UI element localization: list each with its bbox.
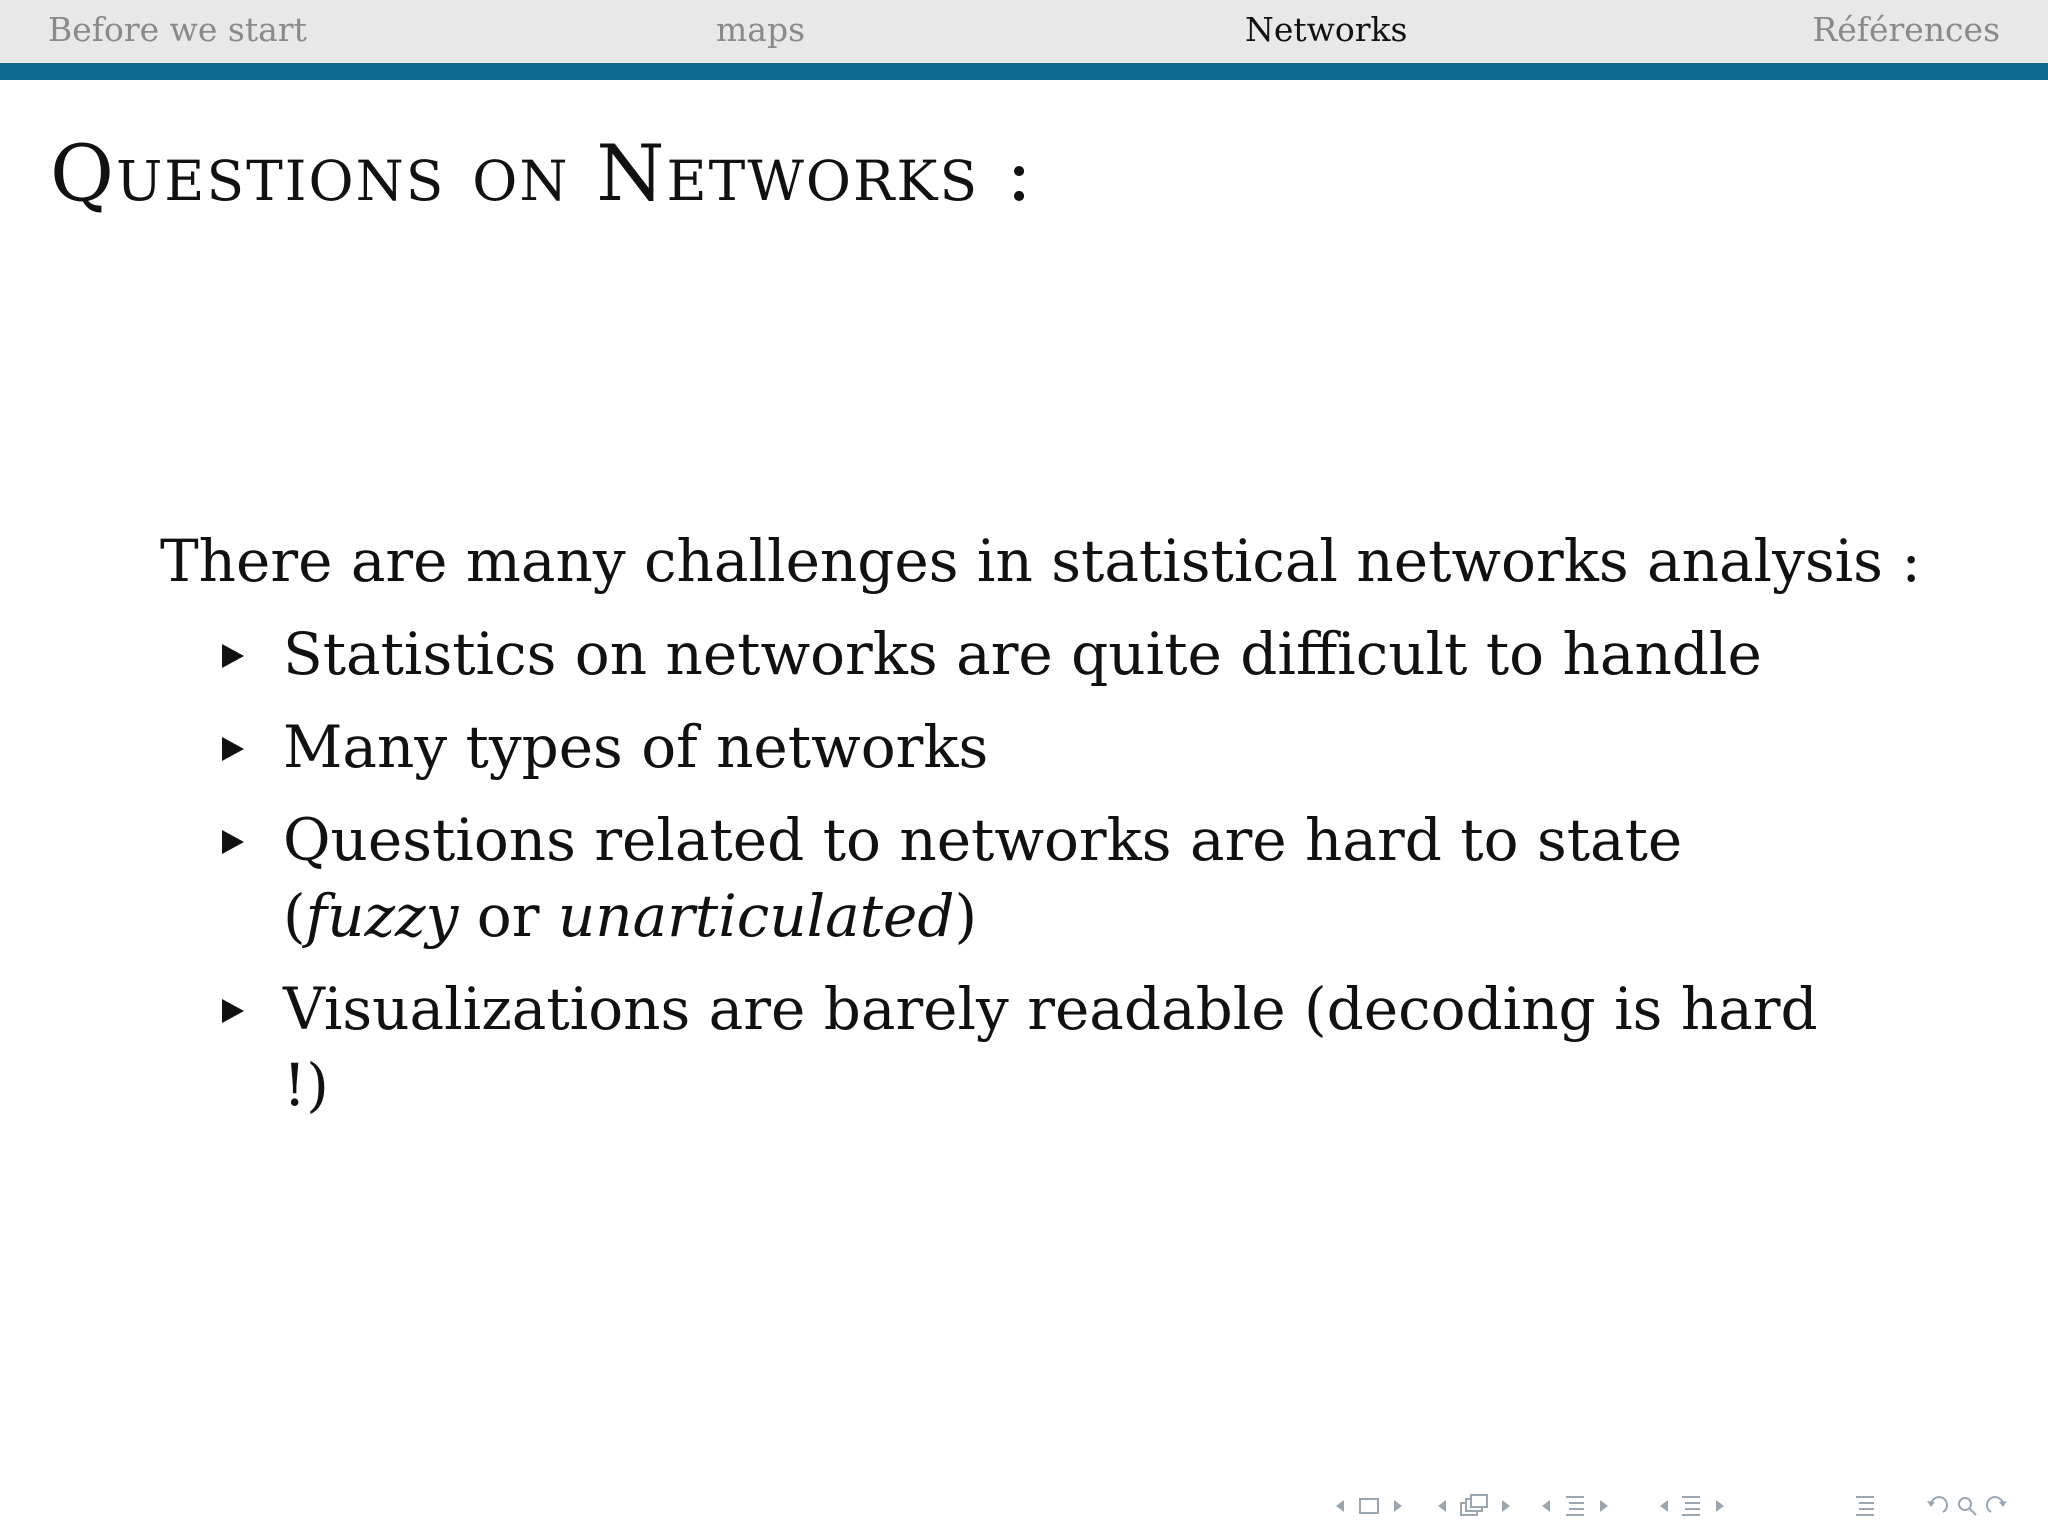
bullet-text-part: Questions related to networks are hard to state ( bbox=[283, 806, 1683, 950]
arrow-left-icon[interactable] bbox=[1536, 1488, 1556, 1524]
bullet-text: Statistics on networks are quite difficult to handle bbox=[283, 620, 1762, 688]
list-item bbox=[218, 802, 1858, 954]
outline-icon[interactable] bbox=[1850, 1488, 1880, 1524]
list-item bbox=[218, 971, 1858, 1123]
subsection-frames-icon[interactable] bbox=[1456, 1488, 1492, 1524]
bullet-text: Visualizations are barely readable (decoding is hard !) bbox=[283, 975, 1818, 1119]
arrow-right-icon[interactable] bbox=[1710, 1488, 1730, 1524]
nav-section-maps[interactable]: maps bbox=[716, 10, 806, 49]
emphasis-fuzzy: fuzzy bbox=[305, 882, 459, 950]
arrow-right-icon[interactable] bbox=[1388, 1488, 1408, 1524]
section-navigation-bar bbox=[0, 0, 2048, 63]
emphasis-unarticulated: unarticulated bbox=[557, 882, 955, 950]
arrow-left-icon[interactable] bbox=[1432, 1488, 1452, 1524]
intro-text: There are many challenges in statistical networks analysis : bbox=[160, 527, 1921, 595]
list-item bbox=[218, 616, 1858, 692]
bullet-text bbox=[283, 806, 1682, 950]
bullet-text-part: ) bbox=[954, 882, 978, 950]
navigation-symbols bbox=[1330, 1488, 2030, 1524]
back-icon[interactable] bbox=[1922, 1488, 1952, 1524]
section-icon[interactable] bbox=[1676, 1488, 1706, 1524]
triangle-bullet-icon bbox=[222, 999, 244, 1023]
header-rule bbox=[0, 63, 2048, 80]
nav-section-references[interactable]: Références bbox=[1812, 10, 2000, 49]
arrow-left-icon[interactable] bbox=[1654, 1488, 1674, 1524]
bullet-text-part: or bbox=[458, 882, 558, 950]
forward-icon[interactable] bbox=[1982, 1488, 2012, 1524]
arrow-right-icon[interactable] bbox=[1496, 1488, 1516, 1524]
slide-frame-icon[interactable] bbox=[1354, 1488, 1384, 1524]
arrow-left-icon[interactable] bbox=[1330, 1488, 1350, 1524]
triangle-bullet-icon bbox=[222, 644, 244, 668]
triangle-bullet-icon bbox=[222, 737, 244, 761]
nav-section-before-we-start[interactable]: Before we start bbox=[48, 10, 307, 49]
bullet-text: Many types of networks bbox=[283, 713, 989, 781]
arrow-right-icon[interactable] bbox=[1594, 1488, 1614, 1524]
frame-title: Questions on Networks : bbox=[50, 129, 1035, 219]
search-icon[interactable] bbox=[1952, 1488, 1982, 1524]
nav-section-networks[interactable]: Networks bbox=[1245, 10, 1408, 49]
bullet-list bbox=[218, 616, 1858, 1140]
triangle-bullet-icon bbox=[222, 830, 244, 854]
subsection-icon[interactable] bbox=[1560, 1488, 1590, 1524]
list-item bbox=[218, 709, 1858, 785]
